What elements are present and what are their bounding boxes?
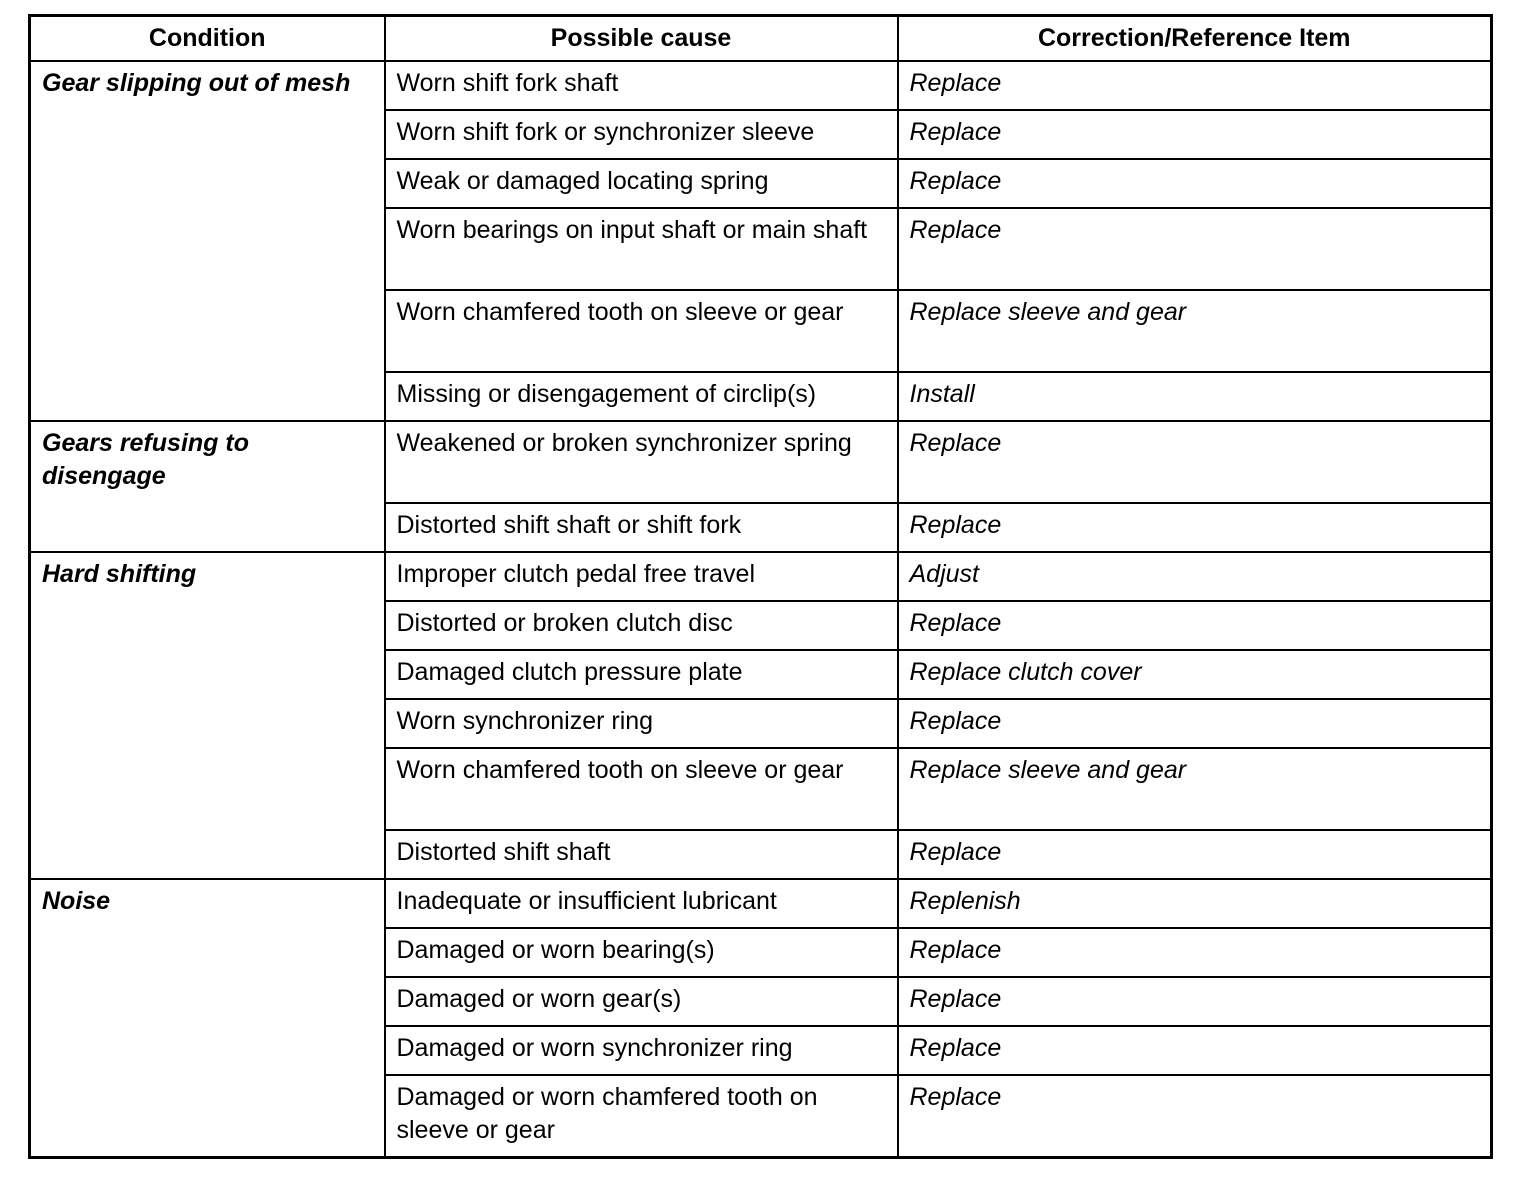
correction-cell: Replace — [898, 1026, 1492, 1075]
correction-cell: Replace — [898, 1075, 1492, 1158]
cause-cell: Worn shift fork shaft — [385, 61, 898, 110]
header-condition: Condition — [30, 16, 385, 61]
cause-cell: Damaged or worn gear(s) — [385, 977, 898, 1026]
cause-cell: Damaged clutch pressure plate — [385, 650, 898, 699]
correction-cell: Replace — [898, 421, 1492, 503]
table-row — [30, 421, 1492, 503]
cause-cell: Missing or disengagement of circlip(s) — [385, 372, 898, 421]
correction-cell: Replace — [898, 503, 1492, 552]
cause-cell: Worn chamfered tooth on sleeve or gear — [385, 290, 898, 372]
correction-cell: Adjust — [898, 552, 1492, 601]
condition-cell: Noise — [30, 879, 385, 1158]
correction-cell: Replace clutch cover — [898, 650, 1492, 699]
correction-cell: Replace — [898, 601, 1492, 650]
cause-cell: Damaged or worn chamfered tooth on sleeve or gear — [385, 1075, 898, 1158]
correction-cell: Install — [898, 372, 1492, 421]
correction-cell: Replace — [898, 928, 1492, 977]
table-row — [30, 61, 1492, 110]
correction-cell: Replace sleeve and gear — [898, 290, 1492, 372]
correction-cell: Replace — [898, 61, 1492, 110]
cause-cell: Worn synchronizer ring — [385, 699, 898, 748]
correction-cell: Replace sleeve and gear — [898, 748, 1492, 830]
cause-cell: Damaged or worn bearing(s) — [385, 928, 898, 977]
correction-cell: Replace — [898, 208, 1492, 290]
header-correction: Correction/Reference Item — [898, 16, 1492, 61]
cause-cell: Improper clutch pedal free travel — [385, 552, 898, 601]
cause-cell: Damaged or worn synchronizer ring — [385, 1026, 898, 1075]
correction-cell: Replace — [898, 159, 1492, 208]
header-possible-cause: Possible cause — [385, 16, 898, 61]
correction-cell: Replace — [898, 977, 1492, 1026]
cause-cell: Worn chamfered tooth on sleeve or gear — [385, 748, 898, 830]
correction-cell: Replenish — [898, 879, 1492, 928]
cause-cell: Weakened or broken synchronizer spring — [385, 421, 898, 503]
condition-cell: Hard shifting — [30, 552, 385, 879]
table-row — [30, 552, 1492, 601]
cause-cell: Inadequate or insufficient lubricant — [385, 879, 898, 928]
correction-cell: Replace — [898, 699, 1492, 748]
condition-cell: Gear slipping out of mesh — [30, 61, 385, 421]
table-row — [30, 879, 1492, 928]
correction-cell: Replace — [898, 830, 1492, 879]
header-row — [30, 16, 1492, 61]
cause-cell: Worn bearings on input shaft or main shaft — [385, 208, 898, 290]
cause-cell: Weak or damaged locating spring — [385, 159, 898, 208]
cause-cell: Worn shift fork or synchronizer sleeve — [385, 110, 898, 159]
correction-cell: Replace — [898, 110, 1492, 159]
cause-cell: Distorted shift shaft or shift fork — [385, 503, 898, 552]
cause-cell: Distorted or broken clutch disc — [385, 601, 898, 650]
cause-cell: Distorted shift shaft — [385, 830, 898, 879]
condition-cell: Gears refusing to disengage — [30, 421, 385, 552]
troubleshooting-table — [28, 14, 1493, 1159]
